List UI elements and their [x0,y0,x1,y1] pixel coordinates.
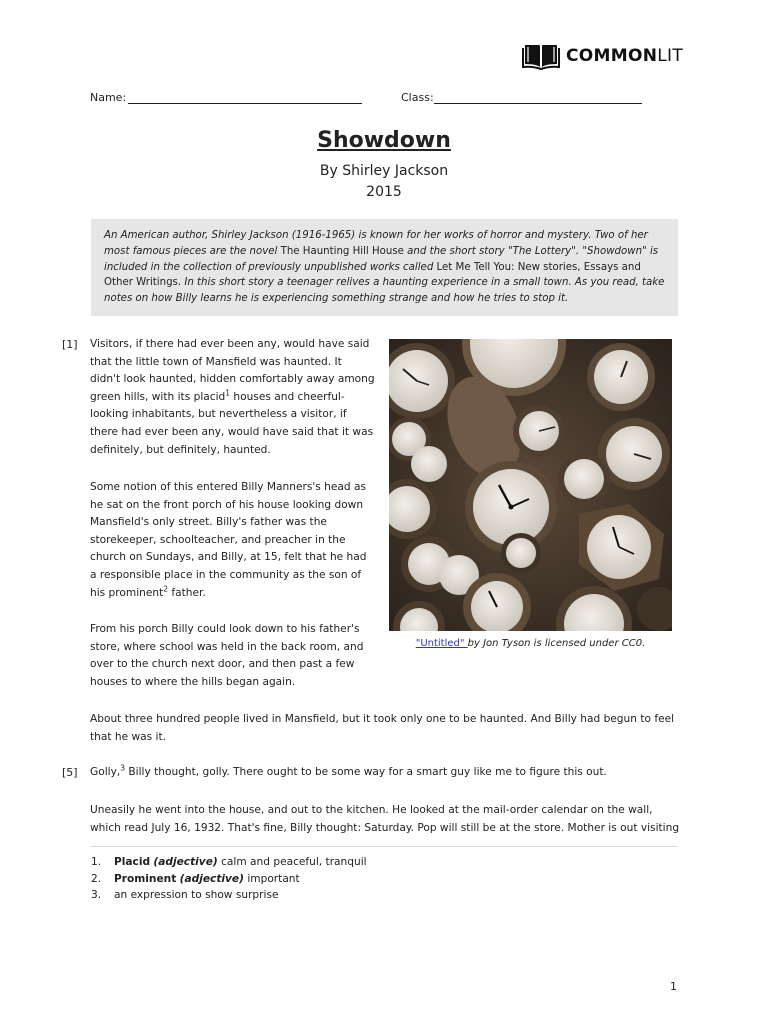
open-book-icon [522,42,560,70]
paragraph-number-5: [5] [62,766,78,779]
footnote-3: 3. an expression to show surprise [91,889,279,901]
name-label: Name: [90,91,127,104]
paragraph-number-1: [1] [62,338,78,351]
footnote-ref-3[interactable]: 3 [120,763,125,773]
photo-caption: "Untitled" by Jon Tyson is licensed under CC0. [415,638,646,649]
story-author: By Shirley Jackson [319,163,449,179]
class-label: Class: [401,91,434,104]
paragraph-5: Golly,$^3$ Billy thought, golly. There ought to be some way for a smart guy like me to figure this out. [90,763,607,778]
intro-box: An American author, Shirley Jackson (1916-1965) is known for her works of horror and mystery. Two of her most famous pieces are the novel The Haunting Hill House and the short story "The Lottery". "Showdown" is included in the collection of previously unpublished works called Let Me Tell You: New stories, Essays and Other Writings. In this short story a teenager relives a haunting experience in a small town. As you read, take notes on how Billy learns he is experiencing something strange and how he tries to stop it. [91,219,678,316]
footnote-1: 1. Placid (adjective) calm and peaceful, tranquil [91,856,367,868]
photo-credit-link[interactable]: "Untitled" [415,638,468,649]
paragraph-6: Uneasily he went into the house, and out to the kitchen. He looked at the mail-order calendar on the wall, which read July 16, 1932. That's fine, Billy thought: Saturday. Pop will still be at the store. Mother is out visiting [90,804,680,834]
footnote-2: 2. Prominent (adjective) important [91,873,300,885]
story-title: Showdown [317,128,451,153]
story-year: 2015 [366,184,402,200]
footnote-ref-2[interactable]: 2 [163,584,169,594]
paragraph-1: Visitors, if there had ever been any, would have said that the little town of Mansfield was haunted. It didn't look haunted, hidden comfortably away among green hills, with its placid$^1$ houses and cheerful-looking inhabitants, but nevertheless a visitor, if there had ever been any, would have said that it was definitely, but definitely, haunted. [90,338,375,456]
logo-text: COMMONLIT [566,46,684,66]
clocks-image [389,339,672,631]
paragraph-2: Some notion of this entered Billy Manners's head as he sat on the front porch of his house looking down Mansfield's only street. Billy's father was the storekeeper, schoolteacher, and preacher in the church on Sundays, and Billy, at 15, felt that he had a responsible place in the community as the son of his prominent$^2$ father. [90,481,367,599]
class-field[interactable] [434,103,642,104]
name-field[interactable] [128,103,362,104]
footnote-divider [91,846,678,847]
page-number: 1 [670,980,677,993]
clocks-photo [389,339,672,631]
paragraph-3: From his porch Billy could look down to his father's store, where school was held in the back room, and over to the church next door, and then past a few houses to where the hills began again. [90,623,364,688]
commonlit-logo [522,42,683,70]
footnote-ref-1[interactable]: 1 [225,388,231,398]
paragraph-4: About three hundred people lived in Mansfield, but it took only one to be haunted. And Billy had begun to feel that he was it. [90,713,675,743]
